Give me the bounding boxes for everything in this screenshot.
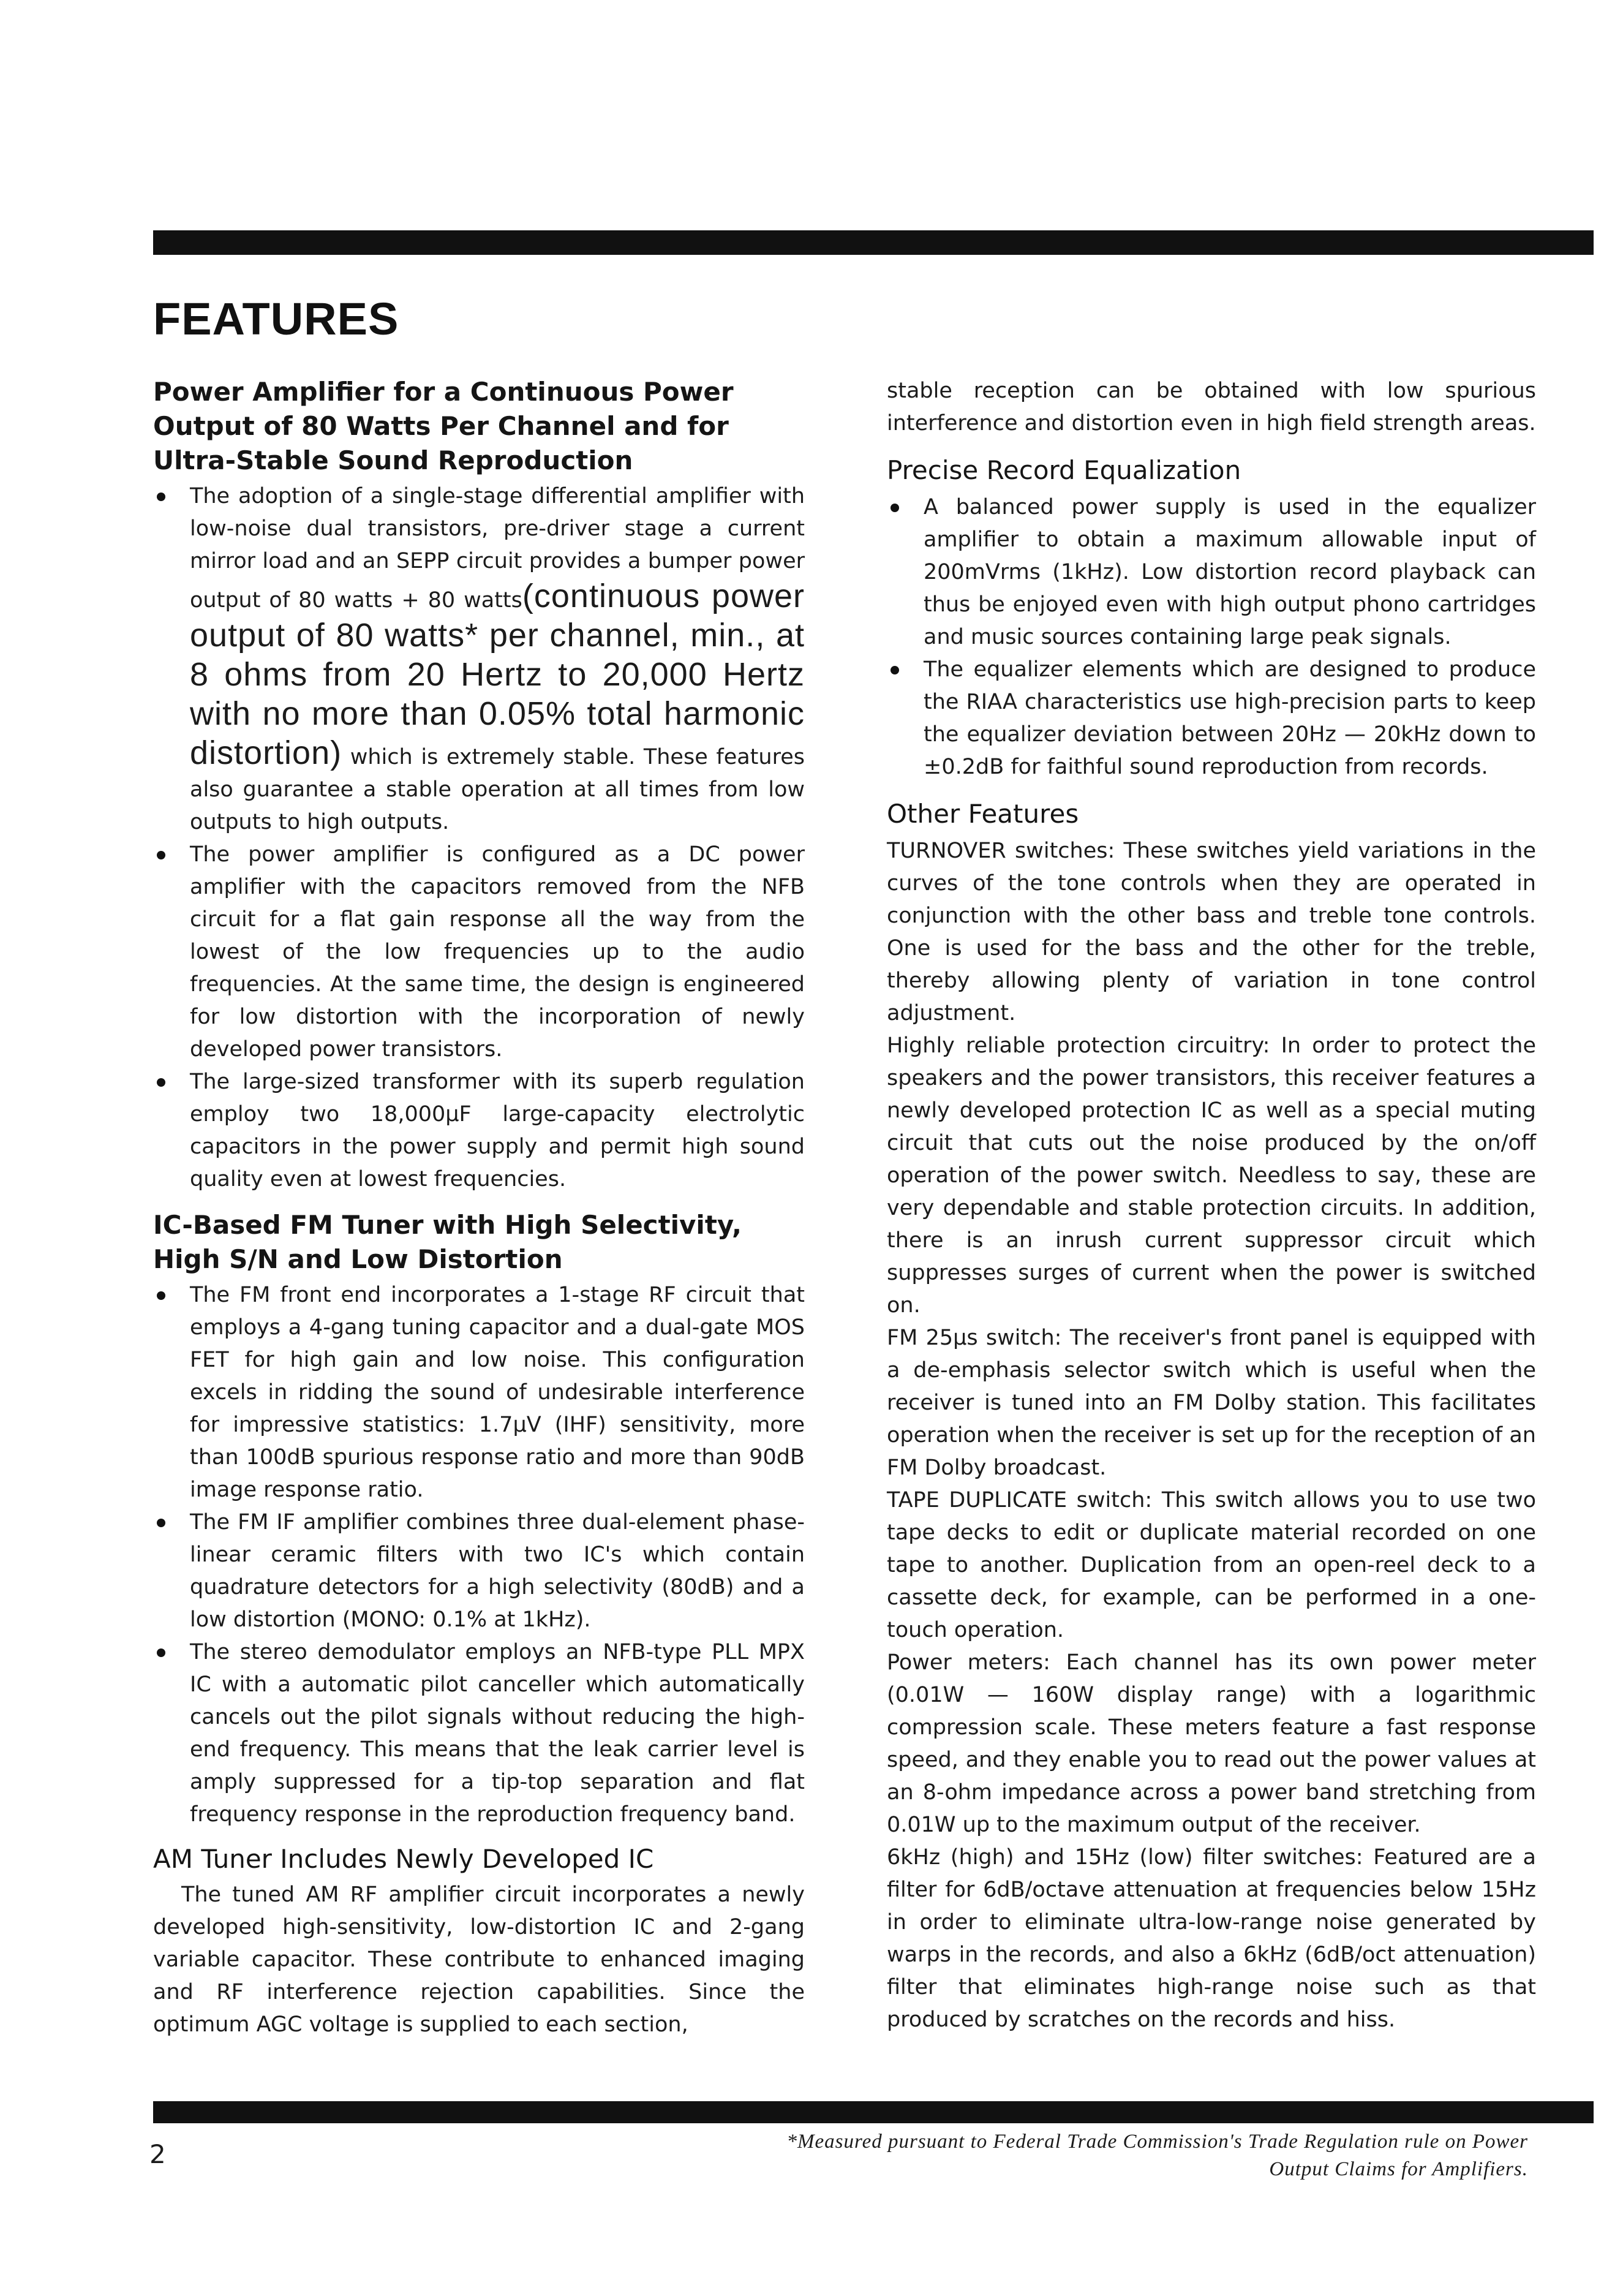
list-item: A balanced power supply is used in the equalizer amplifier to obtain a maximum allowable input of 200mVrms (1kHz). Low distortion record playback can thus be enjoyed even with high output phono cartridges and music sources containing large peak signals. [887,491,1536,654]
feature-term: FM 25μs switch: [887,1326,1062,1350]
feature-paragraph-filters [887,1841,1536,2036]
feature-text: Featured are a filter for 6dB/octave attenuation at frequencies below 15Hz in order to eliminate ultra-low-range noise generated by warps in the records, and also a 6kHz (6dB/oct attenuation) filter that eliminates high-range noise such as that produced by scratches on the records and hiss. [887,1845,1536,2032]
feature-paragraph-fm-deemphasis [887,1322,1536,1484]
list-item: The FM IF amplifier combines three dual-element phase-linear ceramic filters with two IC's which contain quadrature detectors for a high selectivity (80dB) and a low distortion (MONO: 0.1% at 1kHz). [153,1506,805,1636]
section-heading-power-amp: Power Amplifier for a Continuous Power Output of 80 Watts Per Channel and for Ultra-Stable Sound Reproduction [153,377,734,475]
feature-text: This switch allows you to use two tape decks to edit or duplicate material recorded on one tape to another. Duplication from an open-reel deck to a cassette deck, for example, can be performed in a one-touch operation. [887,1488,1536,1642]
bullet-text: which is extremely stable. These features also guarantee a stable operation at all times from low outputs to high outputs. [190,745,805,834]
feature-paragraph-turnover [887,835,1536,1030]
list-item: The stereo demodulator employs an NFB-type PLL MPX IC with a automatic pilot canceller which automatically cancels out the pilot signals without reducing the high-end frequency. This means that the leak carrier level is amply suppressed for a tip-top separation and flat frequency response in the reproduction frequency band. [153,1636,805,1831]
feature-term: TURNOVER switches: [887,839,1115,863]
list-item: The large-sized transformer with its superb regulation employ two 18,000μF large-capacity electrolytic capacitors in the power supply and permit high sound quality even at lowest frequencies. [153,1066,805,1196]
feature-paragraph-power-meters [887,1647,1536,1841]
am-tuner-continued-paragraph: stable reception can be obtained with low spurious interference and distortion even in high field strength areas. [887,379,1536,436]
equalization-list [887,491,1536,784]
feature-paragraph-tape-duplicate [887,1484,1536,1647]
right-column [887,375,1536,2036]
section-heading-am-tuner: AM Tuner Includes Newly Developed IC [153,1844,654,1874]
feature-term: TAPE DUPLICATE switch: [887,1488,1153,1512]
top-rule [153,230,1594,255]
feature-term: Highly reliable protection circuitry: [887,1033,1270,1058]
feature-text: In order to protect the speakers and the power transistors, this receiver features a newly developed protection IC as well as a special muting circuit that cuts out the noise produced by the on/off operation of the power switch. Needless to say, these are very dependable and stable protection circuits. In addition, there is an inrush current suppressor circuit which suppresses surges of current when the power is switched on. [887,1033,1536,1318]
list-item: The power amplifier is configured as a DC power amplifier with the capacitors removed from the NFB circuit for a flat gain response all the way from the lowest of the low frequencies up to the audio frequencies. At the same time, the design is engineered for low distortion with the incorporation of newly developed power transistors. [153,839,805,1066]
list-item: The FM front end incorporates a 1-stage RF circuit that employs a 4-gang tuning capacitor and a dual-gate MOS FET for high gain and low noise. This configuration excels in ridding the sound of undesirable interference for impressive statistics: 1.7μV (IHF) sensitivity, more than 100dB spurious response ratio and more than 90dB image response ratio. [153,1279,805,1506]
feature-text: The receiver's front panel is equipped with a de-emphasis selector switch which is useful when the receiver is tuned into an FM Dolby station. This facilitates operation when the receiver is set up for the reception of an FM Dolby broadcast. [887,1326,1536,1480]
left-column [153,375,805,2041]
feature-paragraph-protection [887,1030,1536,1322]
bottom-rule [153,2101,1594,2123]
feature-text: Each channel has its own power meter (0.01W — 160W display range) with a logarithmic compression scale. These meters feature a fast response speed, and they enable you to read out the power values at an 8-ohm impedance across a power band stretching from 0.01W up to the maximum output of the receiver. [887,1650,1536,1837]
list-item [153,480,805,839]
am-tuner-paragraph: The tuned AM RF amplifier circuit incorporates a newly developed high-sensitivity, low-distortion IC and 2-gang variable capacitor. These contribute to enhanced imaging and RF interference rejection capabilities. Since the optimum AGC voltage is supplied to each section, [153,1882,805,2037]
fm-tuner-list [153,1279,805,1831]
section-heading-other-features: Other Features [887,799,1079,829]
power-rating-statement: (continuous power output of 80 watts* per channel, min., at 8 ohms from 20 Hertz to 20,000 Hertz with no more than 0.05% total harmonic distortion) [190,578,805,771]
list-item: The equalizer elements which are designed to produce the RIAA characteristics use high-precision parts to keep the equalizer deviation between 20Hz — 20kHz down to ±0.2dB for faithful sound reproduction from records. [887,654,1536,784]
page-number: 2 [149,2139,166,2169]
section-heading-equalization: Precise Record Equalization [887,455,1241,485]
footnote: *Measured pursuant to Federal Trade Commission's Trade Regulation rule on Power Output Claims for Amplifiers. [786,2131,1528,2180]
section-heading-fm-tuner: IC-Based FM Tuner with High Selectivity, High S/N and Low Distortion [153,1210,742,1274]
power-amp-list [153,480,805,1196]
feature-text: These switches yield variations in the curves of the tone controls when they are operated in conjunction with the other bass and treble tone controls. One is used for the bass and the other for the treble, thereby allowing plenty of variation in tone control adjustment. [887,839,1536,1025]
feature-term: 6kHz (high) and 15Hz (low) filter switches: [887,1845,1363,1870]
bullet-text: The adoption of a single-stage differential amplifier with low-noise dual transistors, pre-driver stage a current mirror load and an SEPP circuit provides a bumper power output of 80 watts + 80 watts [190,484,805,613]
page-title: FEATURES [153,293,399,344]
feature-term: Power meters: [887,1650,1050,1675]
